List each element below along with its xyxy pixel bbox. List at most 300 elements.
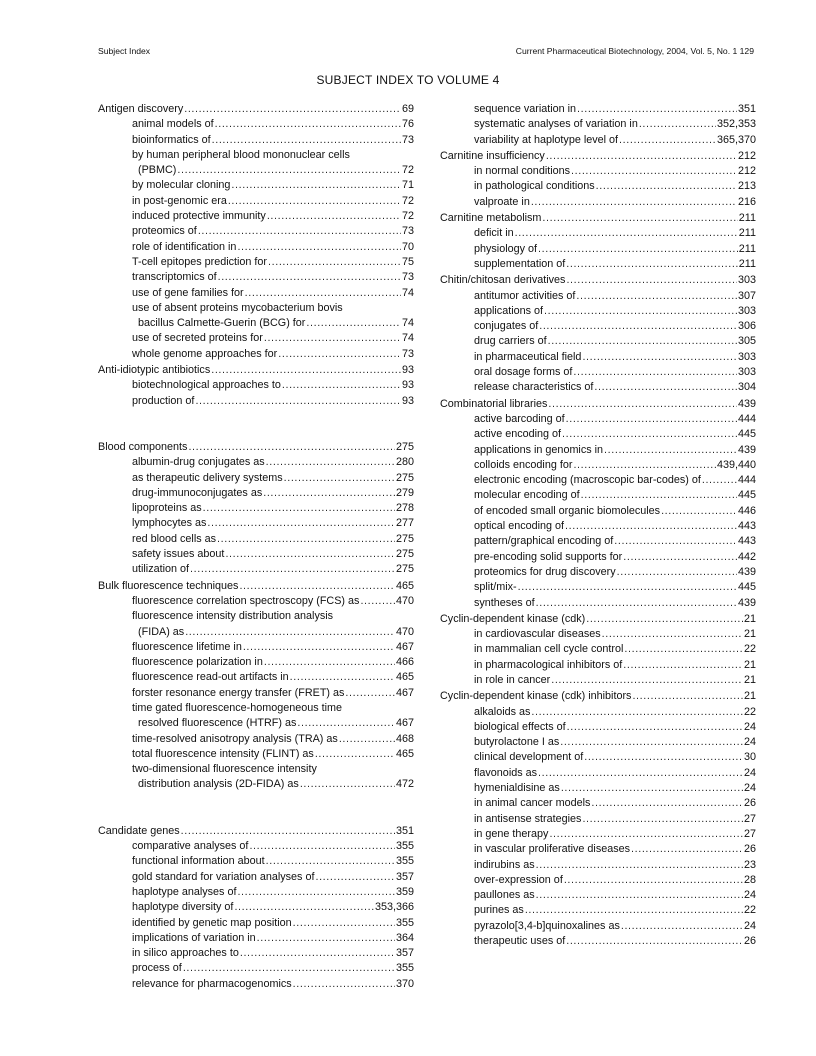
- subentry: [98, 331, 414, 346]
- dot-leader: [181, 824, 395, 839]
- index-heading-text: Cyclin-dependent kinase (cdk) inhibitors: [440, 690, 632, 703]
- subentry: [98, 516, 414, 531]
- subentry-text: in pharmaceutical field: [474, 350, 582, 363]
- subentry: [98, 670, 414, 685]
- dot-leader: [518, 580, 737, 595]
- subentry-text: sequence variation in: [474, 103, 577, 115]
- subentry-page: 211: [738, 242, 756, 255]
- subentry: [98, 732, 414, 747]
- index-heading-text: Combinatorial libraries: [440, 397, 548, 410]
- subentry: [98, 655, 414, 670]
- subentry-page: 364: [395, 931, 414, 944]
- index-entry: [98, 440, 414, 578]
- dot-leader: [614, 534, 737, 549]
- index-heading: [440, 273, 756, 288]
- subentry: [98, 686, 414, 701]
- subentry-page: 355: [395, 840, 414, 853]
- subentry: [440, 412, 756, 427]
- dot-leader: [231, 178, 401, 193]
- subentry: [98, 455, 414, 470]
- subentry: [440, 750, 756, 765]
- dot-leader: [237, 885, 395, 900]
- index-heading-page: 93: [401, 364, 414, 377]
- subentry: [98, 194, 414, 209]
- subentry-text: syntheses of: [474, 596, 535, 609]
- subentry-text: in role in cancer: [474, 673, 551, 686]
- dot-leader: [531, 705, 743, 720]
- subentry: [98, 931, 414, 946]
- subentry-text: time-resolved anisotropy analysis (TRA) as: [132, 732, 338, 745]
- index-heading-page: 212: [737, 149, 756, 162]
- subentry-line: by human peripheral blood mononuclear cells: [132, 148, 350, 161]
- index-heading: [440, 612, 756, 627]
- subentry-page: 303: [737, 366, 756, 379]
- index-heading: [440, 397, 756, 412]
- subentry-page: 30: [743, 751, 756, 764]
- subentry-page: 93: [401, 394, 414, 407]
- subentry-text: role of identification in: [132, 240, 237, 253]
- subentry: [440, 226, 756, 241]
- dot-leader: [267, 209, 401, 224]
- subentry-page: 446: [737, 504, 756, 517]
- subentry: [440, 858, 756, 873]
- subentry-page: 211: [738, 257, 756, 270]
- subentry: [440, 179, 756, 194]
- index-heading-page: 351: [395, 824, 414, 837]
- subentry-text: lymphocytes as: [132, 517, 207, 530]
- subentry-text: butyrolactone I as: [474, 736, 560, 749]
- index-entry: [440, 149, 756, 210]
- subentry: [98, 471, 414, 486]
- subentry-page: 26: [743, 843, 756, 856]
- dot-leader: [188, 440, 395, 455]
- subentry-page: 467: [395, 640, 414, 653]
- subentry-page: 439: [737, 565, 756, 578]
- subentry-text: applications in genomics in: [474, 443, 604, 456]
- subentry-text: clinical development of: [474, 751, 584, 764]
- dot-leader: [623, 550, 737, 565]
- subentry-text: pyrazolo[3,4-b]quinoxalines as: [474, 919, 620, 932]
- subentry-text: oral dosage forms of: [474, 366, 573, 379]
- subentry: [440, 658, 756, 673]
- dot-leader: [190, 562, 395, 577]
- subentry: [98, 916, 414, 931]
- subentry-text: as therapeutic delivery systems: [132, 471, 283, 484]
- dot-leader: [631, 842, 743, 857]
- subentry-text: electronic encoding (macroscopic bar-codes) of: [474, 474, 701, 487]
- subentry: [440, 117, 756, 132]
- subentry-page: 303: [737, 350, 756, 363]
- dot-leader: [183, 961, 395, 976]
- subentry: [440, 350, 756, 365]
- subentry-text: in mammalian cell cycle control: [474, 643, 624, 656]
- dot-leader: [542, 211, 737, 226]
- subentry-page: 465: [395, 671, 414, 684]
- subentry-page: 303: [737, 304, 756, 317]
- dot-leader: [562, 427, 737, 442]
- index-entry: [98, 824, 414, 992]
- index-entry: [440, 273, 756, 395]
- index-heading-page: 465: [395, 579, 414, 592]
- dot-leader: [525, 903, 743, 918]
- subentry-page: 24: [743, 766, 756, 779]
- subentry: [440, 705, 756, 720]
- subentry: [98, 501, 414, 516]
- subentry-text: in animal cancer models: [474, 797, 591, 810]
- dot-leader: [268, 255, 401, 270]
- subentry: [98, 270, 414, 285]
- subentry: [98, 777, 414, 792]
- subentry-text: fluorescence lifetime in: [132, 640, 242, 653]
- subentry: [440, 873, 756, 888]
- subentry-line: two-dimensional fluorescence intensity: [132, 763, 317, 776]
- dot-leader: [266, 854, 395, 869]
- subentry: [440, 903, 756, 918]
- entry-spacer: [98, 794, 414, 824]
- subentry-page: 275: [395, 471, 414, 484]
- subentry-page: 305: [737, 335, 756, 348]
- index-column-right: [440, 102, 756, 950]
- dot-leader: [538, 766, 743, 781]
- subentry-page: 70: [401, 240, 414, 253]
- dot-leader: [661, 504, 737, 519]
- dot-leader: [264, 655, 395, 670]
- dot-leader: [573, 458, 716, 473]
- subentry-page: 443: [737, 535, 756, 548]
- subentry-page: 468: [395, 732, 414, 745]
- subentry-text: in gene therapy: [474, 827, 549, 840]
- index-entry: [98, 363, 414, 409]
- subentry: [440, 319, 756, 334]
- dot-leader: [218, 270, 401, 285]
- subentry-page: 472: [395, 778, 414, 791]
- subentry-text: forster resonance energy transfer (FRET) as: [132, 686, 345, 699]
- subentry-text: use of secreted proteins for: [132, 332, 263, 345]
- subentry: [440, 443, 756, 458]
- subentry-page: 73: [401, 225, 414, 238]
- subentry-page: 370: [395, 977, 414, 990]
- subentry: [98, 870, 414, 885]
- subentry-page: 73: [401, 133, 414, 146]
- subentry-text: deficit in: [474, 227, 514, 240]
- subentry-page: 74: [401, 317, 414, 330]
- subentry: [440, 735, 756, 750]
- index-heading-text: Candidate genes: [98, 824, 180, 837]
- subentry-text: colloids encoding for: [474, 458, 573, 471]
- subentry-page: 216: [737, 195, 756, 208]
- subentry-text: in cardiovascular diseases: [474, 628, 601, 641]
- index-heading: [98, 363, 414, 378]
- subentry-text: lipoproteins as: [132, 502, 202, 515]
- index-entry: [440, 689, 756, 949]
- subentry-text: animal models of: [132, 118, 214, 131]
- subentry: [98, 224, 414, 239]
- dot-leader: [591, 796, 743, 811]
- index-column-left: [98, 102, 414, 993]
- subentry-text: optical encoding of: [474, 520, 565, 533]
- index-heading-page: 211: [738, 212, 756, 225]
- subentry-page: 75: [401, 255, 414, 268]
- index-entry: [98, 579, 414, 793]
- subentry-page: 26: [743, 935, 756, 948]
- subentry-page: 465: [395, 747, 414, 760]
- subentry-text: of encoded small organic biomolecules: [474, 504, 661, 517]
- subentry-text: drug-immunoconjugates as: [132, 486, 263, 499]
- subentry: [98, 900, 414, 915]
- subentry-text: bacillus Calmette-Guerin (BCG) for: [138, 317, 306, 330]
- subentry: [98, 394, 414, 409]
- subentry-page: 93: [401, 379, 414, 392]
- subentry: [98, 117, 414, 132]
- subentry: [440, 565, 756, 580]
- subentry-text: transcriptomics of: [132, 271, 217, 284]
- index-heading-text: Blood components: [98, 440, 188, 453]
- subentry-text: indirubins as: [474, 858, 535, 871]
- subentry: [440, 580, 756, 595]
- dot-leader: [582, 812, 743, 827]
- subentry-page: 22: [743, 904, 756, 917]
- dot-leader: [596, 179, 737, 194]
- subentry-text: production of: [132, 394, 195, 407]
- index-heading-text: Carnitine metabolism: [440, 212, 542, 225]
- subentry: [440, 642, 756, 657]
- subentry-page: 72: [401, 210, 414, 223]
- subentry-page: 470: [395, 625, 414, 638]
- dot-leader: [249, 839, 395, 854]
- dot-leader: [243, 640, 395, 655]
- subentry: [440, 827, 756, 842]
- subentry-text: utilization of: [132, 563, 190, 576]
- subentry-text: antitumor activities of: [474, 289, 576, 302]
- subentry: [440, 380, 756, 395]
- subentry-text: (PBMC): [138, 164, 177, 177]
- subentry-page: 71: [401, 179, 414, 192]
- subentry: [440, 488, 756, 503]
- subentry-page: 365,370: [716, 133, 756, 146]
- dot-leader: [315, 747, 395, 762]
- dot-leader: [263, 486, 395, 501]
- subentry: [440, 842, 756, 857]
- subentry-text: flavonoids as: [474, 766, 538, 779]
- dot-leader: [215, 117, 401, 132]
- dot-leader: [212, 133, 401, 148]
- subentry-page: 445: [737, 581, 756, 594]
- dot-leader: [548, 397, 737, 412]
- index-heading-page: 439: [737, 397, 756, 410]
- dot-leader: [293, 916, 395, 931]
- dot-leader: [284, 471, 395, 486]
- subentry: [98, 209, 414, 224]
- subentry-page: 278: [395, 502, 414, 515]
- dot-leader: [594, 380, 737, 395]
- subentry-page: 304: [737, 381, 756, 394]
- subentry-page: 466: [395, 656, 414, 669]
- subentry: [98, 977, 414, 992]
- subentry: [440, 550, 756, 565]
- subentry-text: induced protective immunity: [132, 210, 266, 223]
- dot-leader: [539, 319, 737, 334]
- subentry-page: 23: [743, 858, 756, 871]
- subentry: [98, 854, 414, 869]
- subentry-text: conjugates of: [474, 320, 539, 333]
- subentry: [440, 534, 756, 549]
- subentry: [98, 716, 414, 731]
- subentry: [440, 164, 756, 179]
- subentry-page: 307: [737, 289, 756, 302]
- subentry-text: haplotype diversity of: [132, 901, 234, 914]
- subentry-text: biotechnological approaches to: [132, 379, 281, 392]
- subentry-text: drug carriers of: [474, 335, 547, 348]
- dot-leader: [306, 316, 401, 331]
- subentry: [98, 286, 414, 301]
- dot-leader: [198, 224, 401, 239]
- dot-leader: [195, 394, 401, 409]
- dot-leader: [702, 473, 737, 488]
- dot-leader: [315, 870, 395, 885]
- subentry-text: proteomics of: [132, 225, 197, 238]
- dot-leader: [177, 163, 401, 178]
- subentry-page: 352,353: [716, 118, 756, 131]
- subentry-text: by molecular cloning: [132, 179, 231, 192]
- subentry-page: 467: [395, 686, 414, 699]
- running-head-left: Subject Index: [98, 46, 151, 56]
- subentry-text: red blood cells as: [132, 532, 217, 545]
- subentry-page: 355: [395, 916, 414, 929]
- subentry: [440, 812, 756, 827]
- subentry-page: 213: [737, 180, 756, 193]
- subentry-page: 275: [395, 532, 414, 545]
- index-entry: [440, 102, 756, 148]
- index-heading-text: Bulk fluorescence techniques: [98, 579, 239, 592]
- dot-leader: [278, 347, 401, 362]
- dot-leader: [211, 363, 401, 378]
- dot-leader: [621, 919, 743, 934]
- index-heading-text: Cyclin-dependent kinase (cdk): [440, 612, 586, 625]
- subentry-page: 444: [737, 474, 756, 487]
- subentry-text: release characteristics of: [474, 381, 594, 394]
- subentry-text: process of: [132, 962, 182, 975]
- subentry-page: 24: [743, 889, 756, 902]
- subentry: [440, 919, 756, 934]
- subentry: [440, 796, 756, 811]
- index-heading-page: 69: [401, 103, 414, 115]
- dot-leader: [571, 164, 737, 179]
- dot-leader: [339, 732, 395, 747]
- dot-leader: [567, 720, 743, 735]
- subentry: [440, 133, 756, 148]
- subentry-page: 357: [395, 870, 414, 883]
- subentry-text: bioinformatics of: [132, 133, 211, 146]
- subentry-text: distribution analysis (2D-FIDA) as: [138, 778, 299, 791]
- index-entry: [440, 397, 756, 611]
- index-heading-text: Carnitine insufficiency: [440, 149, 545, 162]
- subentry-text: paullones as: [474, 889, 535, 902]
- dot-leader: [536, 858, 743, 873]
- subentry-page: 21: [743, 673, 756, 686]
- dot-leader: [573, 365, 737, 380]
- dot-leader: [548, 334, 737, 349]
- subentry-text: proteomics for drug discovery: [474, 565, 616, 578]
- subentry: [440, 427, 756, 442]
- subentry-page: 211: [738, 227, 756, 240]
- subentry: [440, 781, 756, 796]
- dot-leader: [566, 273, 737, 288]
- subentry: [98, 163, 414, 178]
- subentry-text: fluorescence polarization in: [132, 656, 263, 669]
- subentry: [440, 934, 756, 949]
- subentry: [98, 839, 414, 854]
- subentry-page: 439,440: [716, 458, 756, 471]
- subentry: [98, 532, 414, 547]
- subentry-text: therapeutic uses of: [474, 935, 566, 948]
- dot-leader: [584, 750, 743, 765]
- subentry-page: 445: [737, 489, 756, 502]
- subentry-text: in normal conditions: [474, 165, 571, 178]
- subentry-text: use of gene families for: [132, 286, 244, 299]
- subentry-text: in antisense strategies: [474, 812, 582, 825]
- subentry: [98, 378, 414, 393]
- dot-leader: [237, 240, 401, 255]
- dot-leader: [565, 519, 737, 534]
- subentry: [440, 102, 756, 117]
- subentry-page: 24: [743, 720, 756, 733]
- subentry-page: 445: [737, 428, 756, 441]
- index-entry: [440, 211, 756, 272]
- subentry-text: physiology of: [474, 242, 538, 255]
- dot-leader: [586, 612, 743, 627]
- index-heading-page: 303: [737, 274, 756, 287]
- index-heading: [98, 824, 414, 839]
- dot-leader: [290, 670, 395, 685]
- index-heading-text: Chitin/chitosan derivatives: [440, 274, 566, 287]
- subentry-page: 28: [743, 873, 756, 886]
- subentry-page: 442: [737, 550, 756, 563]
- subentry-text: implications of variation in: [132, 931, 256, 944]
- subentry-text: purines as: [474, 904, 524, 917]
- subentry: [440, 627, 756, 642]
- subentry-page: 275: [395, 548, 414, 561]
- subentry-text: resolved fluorescence (HTRF) as: [138, 717, 297, 730]
- subentry-line: fluorescence intensity distribution analysis: [132, 610, 334, 623]
- subentry: [440, 242, 756, 257]
- subentry-text: in vascular proliferative diseases: [474, 843, 631, 856]
- dot-leader: [297, 716, 395, 731]
- subentry: [440, 504, 756, 519]
- subentry-page: 74: [401, 332, 414, 345]
- subentry-page: 275: [395, 563, 414, 576]
- subentry-text: in silico approaches to: [132, 947, 239, 960]
- subentry-text: in post-genomic era: [132, 194, 227, 207]
- subentry-text: total fluorescence intensity (FLINT) as: [132, 747, 314, 760]
- subentry-text: active encoding of: [474, 428, 562, 441]
- dot-leader: [207, 516, 395, 531]
- subentry-text: in pharmacological inhibitors of: [474, 658, 623, 671]
- subentry-text: gold standard for variation analyses of: [132, 870, 315, 883]
- subentry-page: 443: [737, 520, 756, 533]
- index-heading-page: 275: [395, 440, 414, 453]
- subentry: [440, 195, 756, 210]
- subentry-page: 306: [737, 320, 756, 333]
- dot-leader: [515, 226, 738, 241]
- subentry-page: 359: [395, 885, 414, 898]
- subentry-text: pattern/graphical encoding of: [474, 535, 614, 548]
- subentry-page: 73: [401, 347, 414, 360]
- subentry-text: pre-encoding solid supports for: [474, 550, 623, 563]
- subentry-page: 470: [395, 594, 414, 607]
- subentry-text: active barcoding of: [474, 412, 565, 425]
- subentry-text: safety issues about: [132, 548, 225, 561]
- index-heading-text: Antigen discovery: [98, 103, 184, 115]
